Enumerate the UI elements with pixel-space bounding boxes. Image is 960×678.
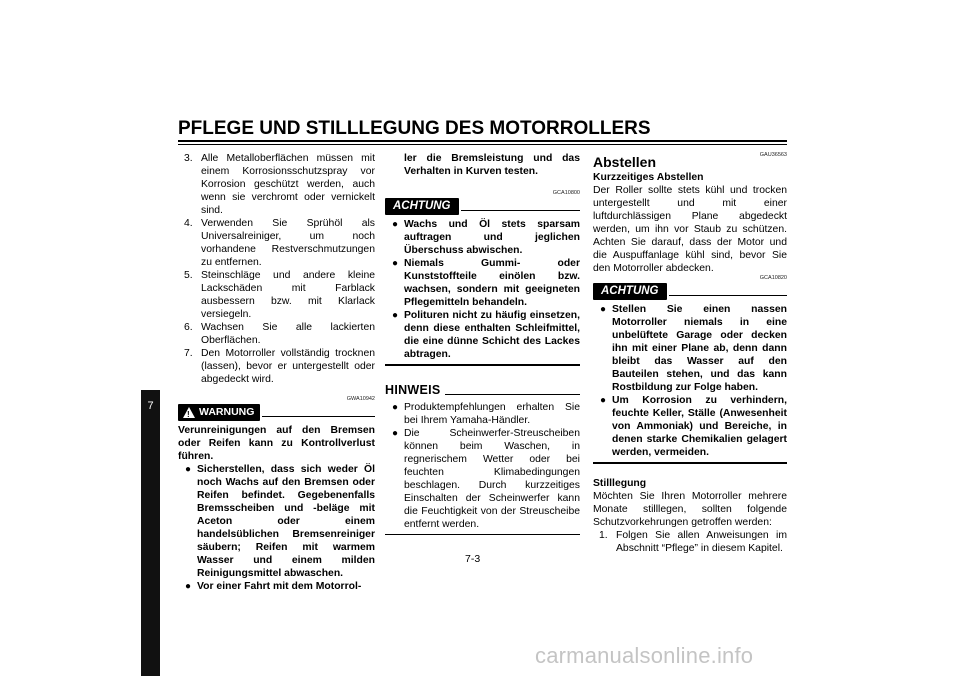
title-rule-thin	[178, 144, 787, 145]
watermark: carmanualsonline.info	[535, 643, 754, 668]
caution-badge: ACHTUNG	[385, 198, 459, 215]
paragraph: Möchten Sie Ihren Motorroller mehrere Monate stilllegen, sollten folgende Schutzvorkehrungen getroffen werden:	[593, 491, 787, 528]
caution-bullet: ● Niemals Gummi- oder Kunststoffteile einölen bzw. wachsen, sondern mit geeigneten Pflegemitteln behandeln.	[392, 258, 580, 308]
bullet-icon: ●	[600, 304, 607, 315]
chapter-tab	[141, 390, 160, 676]
page-title: PFLEGE UND STILLLEGUNG DES MOTORROLLERS	[178, 118, 651, 139]
column-3	[593, 152, 787, 555]
caution-bullet: ● Wachs und Öl stets sparsam auftragen und jeglichen Überschuss abwischen.	[392, 219, 580, 256]
bullet-icon: ●	[185, 581, 192, 592]
warning-bullet: ● Sicherstellen, dass sich weder Öl noch Wachs auf den Bremsen oder Reifen befindet. Gegebenenfalls Bremsscheiben und -beläge mit Aceton oder einem handelsüblichen Bremsenreiniger säubern; Reifen mit warmem Wasser und einem milden Reinigungsmittel abwaschen.	[185, 464, 375, 579]
bullet-icon: ●	[392, 402, 399, 413]
bullet-icon: ●	[392, 310, 399, 321]
caution-code: GCA10820	[759, 275, 787, 281]
subsection-title: Kurzzeitiges Abstellen	[593, 172, 704, 183]
title-rule	[178, 140, 787, 142]
warning-triangle-icon: !	[183, 407, 195, 418]
hinweis-end-rule	[385, 534, 580, 535]
warning-code: GWA10942	[346, 396, 375, 402]
list-item: 4. Verwenden Sie Sprühöl als Universalreiniger, um noch vorhandene Restverschmutzungen zu entfernen.	[184, 218, 375, 268]
chapter-number: 7	[147, 400, 154, 412]
column-2	[385, 152, 580, 535]
bullet-icon: ●	[600, 395, 607, 406]
section-title: Abstellen	[593, 154, 657, 170]
hinweis-rule	[445, 394, 580, 395]
caution-bullet: ● Stellen Sie einen nassen Motorroller niemals in eine unbelüftete Garage oder decken ihn mit einer Plane ab, denn dann bleibt das Wasser auf den Bauteilen stehen, und das kann Rostbildung zur Folge haben.	[600, 304, 787, 393]
caution-rule	[461, 210, 581, 211]
caution-end-rule	[385, 364, 580, 366]
bullet-icon: ●	[392, 219, 399, 230]
list-item: 5. Steinschläge und andere kleine Lackschäden mit Farblack ausbessern bzw. mit Klarlack versiegeln.	[184, 270, 375, 320]
hinweis-bullet: ● Produktempfehlungen erhalten Sie bei Ihrem Yamaha-Händler.	[392, 402, 580, 426]
caution-badge: ACHTUNG	[593, 283, 667, 300]
subsection-title: Stilllegung	[593, 478, 647, 489]
hinweis-bullet: ● Die Scheinwerfer-Streuscheiben können beim Waschen, in regnerischem Wetter oder bei feuchten Klimabedingungen beschlagen. Durch kurzzeitiges Einschalten der Scheinwerfer kann die Feuchtigkeit von der Streuscheibe entfernt werden.	[392, 428, 580, 530]
list-item: 3. Alle Metalloberflächen müssen mit einem Korrosionsschutzspray vor Korrosion geschützt werden, auch wenn sie verchromt oder vernickelt sind.	[184, 153, 375, 216]
list-item: 1. Folgen Sie allen Anweisungen im Abschnitt “Pflege” in diesem Kapitel.	[599, 530, 787, 554]
column-1	[178, 152, 375, 593]
bullet-icon: ●	[392, 258, 399, 269]
caution-end-rule	[593, 462, 787, 464]
warning-rule	[262, 416, 375, 417]
section-code: GAU36563	[759, 152, 787, 158]
bullet-icon: ●	[392, 428, 399, 439]
caution-rule	[669, 295, 788, 296]
list-item: 7. Den Motorroller vollständig trocknen (lassen), bevor er untergestellt oder abgedeckt wird.	[184, 348, 375, 385]
warning-badge: ! WARNUNG	[178, 404, 260, 421]
caution-header	[385, 198, 580, 215]
page-number: 7-3	[465, 553, 481, 565]
warning-bullet: ● Vor einer Fahrt mit dem Motorrol-	[185, 581, 362, 592]
caution-header	[593, 283, 787, 300]
bullet-icon: ●	[185, 464, 192, 475]
list-item: 6. Wachsen Sie alle lackierten Oberflächen.	[184, 322, 375, 346]
warning-intro: Verunreinigungen auf den Bremsen oder Reifen kann zu Kontrollverlust führen.	[178, 425, 375, 462]
warning-header	[178, 404, 375, 421]
hinweis-header: HINWEIS	[385, 384, 580, 397]
caution-code: GCA10800	[552, 190, 580, 196]
caution-bullet: ● Um Korrosion zu verhindern, feuchte Keller, Ställe (Anwesenheit von Ammoniak) und Bereiche, in denen starke Chemikalien gelagert werden, vermeiden.	[600, 395, 787, 458]
warning-continuation: ler die Bremsleistung und das Verhalten in Kurven testen.	[404, 153, 580, 177]
paragraph: Der Roller sollte stets kühl und trocken untergestellt und mit einer luftdurchlässigen Plane abgedeckt werden, um ihn vor Staub zu schützen. Achten Sie darauf, dass der Motor und die Auspuffanlage kühl sind, bevor Sie den Motorroller abdecken.	[593, 185, 787, 274]
caution-bullet: ● Polituren nicht zu häufig einsetzen, denn diese enthalten Schleifmittel, die eine dünne Schicht des Lackes abtragen.	[392, 310, 580, 360]
